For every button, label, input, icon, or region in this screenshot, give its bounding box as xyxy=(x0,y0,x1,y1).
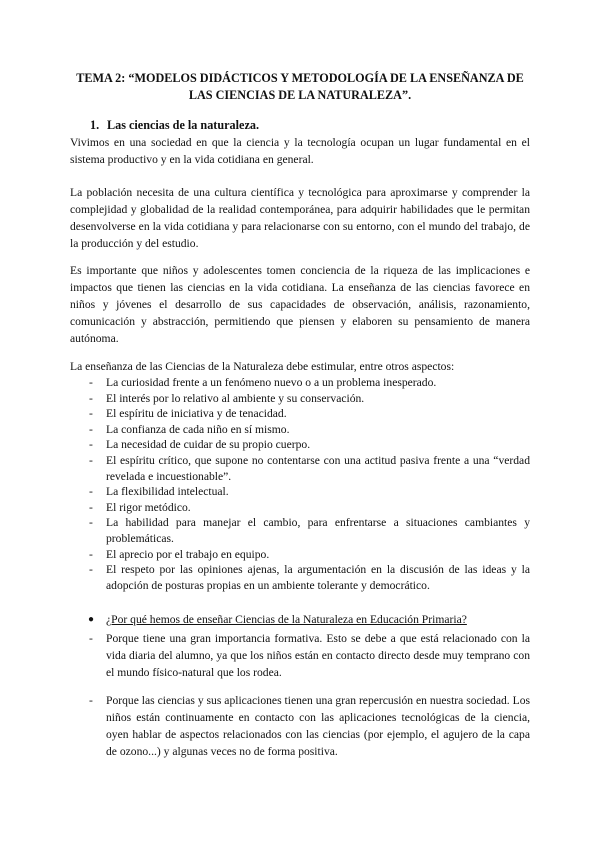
dash-marker: - xyxy=(89,563,93,577)
dash-marker: - xyxy=(89,632,93,645)
section-heading-text: Las ciencias de la naturaleza. xyxy=(107,118,259,132)
dash-marker: - xyxy=(89,694,93,707)
list-item xyxy=(70,500,530,516)
list-item-text: El espíritu de iniciativa y de tenacidad. xyxy=(106,407,287,421)
list-item-text: La habilidad para manejar el cambio, para enfrentarse a situaciones cambiantes y problemáticas. xyxy=(106,516,530,545)
reason-item xyxy=(70,630,530,681)
reason-text: Porque tiene una gran importancia formativa. Esto se debe a que está relacionado con la vida diaria del alumno, ya que los niños están en contacto directo desde muy temprano con el mundo físico-natural que los rodea. xyxy=(106,632,530,679)
dash-marker: - xyxy=(89,516,93,530)
reason-text: Porque las ciencias y sus aplicaciones tienen una gran repercusión en nuestra sociedad. Los niños están continuamente en contacto con las aplicaciones tecnológicas de la ciencia, oyen hablar de aspectos relacionados con las ciencias (por ejemplo, el agujero de la capa de ozono...) y algunas veces no de forma positiva. xyxy=(106,694,530,758)
dash-marker: - xyxy=(89,422,93,436)
dash-marker: - xyxy=(89,547,93,561)
bullet-icon: ● xyxy=(88,614,95,625)
list-item xyxy=(70,422,530,438)
aspects-list xyxy=(70,375,530,593)
list-item xyxy=(70,562,530,593)
list-item-text: La curiosidad frente a un fenómeno nuevo o a un problema inesperado. xyxy=(106,376,437,389)
list-item-text: El espíritu crítico, que supone no contentarse con una actitud pasiva frente a una “verdad revelada e incuestionable”. xyxy=(106,453,530,483)
list-item xyxy=(70,391,530,407)
list-item xyxy=(70,453,530,484)
list-item xyxy=(70,406,530,422)
list-item-text: El respeto por las opiniones ajenas, la argumentación en la discusión de las ideas y la adopción de posturas propias en un ambiente tolerante y democrático. xyxy=(106,563,530,592)
list-item-text: La confianza de cada niño en sí mismo. xyxy=(106,422,290,436)
section-number: 1. xyxy=(90,118,100,132)
list-item-text: El rigor metódico. xyxy=(106,500,191,514)
list-item xyxy=(70,515,530,546)
dash-marker: - xyxy=(89,438,93,452)
list-item xyxy=(70,547,530,563)
list-item-text: La necesidad de cuidar de su propio cuerpo. xyxy=(106,438,311,452)
dash-marker: - xyxy=(89,453,93,467)
dash-marker: - xyxy=(89,485,93,499)
dash-marker: - xyxy=(89,407,93,421)
list-item-text: La flexibilidad intelectual. xyxy=(106,485,229,499)
list-item xyxy=(70,375,530,391)
paragraph-1: Vivimos en una sociedad en que la ciencia y la tecnología ocupan un lugar fundamental en el sistema productivo y en la vida cotidiana en general. xyxy=(70,136,530,166)
paragraph-4: La enseñanza de las Ciencias de la Naturaleza debe estimular, entre otros aspectos: xyxy=(70,360,455,373)
paragraph-3: Es importante que niños y adolescentes tomen conciencia de la riqueza de las implicaciones e impactos que tienen las ciencias en la vida cotidiana. La enseñanza de las ciencias favorece en niños y jóvenes el desarrollo de sus capacidades de observación, análisis, razonamiento, comunicación y abstracción, permitiendo que piensen y elaboren su pensamiento de manera autónoma. xyxy=(70,264,530,345)
list-item-text: El aprecio por el trabajo en equipo. xyxy=(106,547,270,561)
dash-marker: - xyxy=(89,376,93,389)
list-item-text: El interés por lo relativo al ambiente y su conservación. xyxy=(106,391,365,405)
section-heading xyxy=(90,118,259,133)
paragraph-2: La población necesita de una cultura científica y tecnológica para aproximarse y comprender la complejidad y globalidad de la realidad contemporánea, para adquirir habilidades que le permitan desenvolverse en la vida cotidiana y para relacionarse con su entorno, con el mundo del trabajo, de la producción y del estudio. xyxy=(70,186,530,250)
question-text: ¿Por qué hemos de enseñar Ciencias de la Naturaleza en Educación Primaria? xyxy=(106,613,467,626)
dash-marker: - xyxy=(89,500,93,514)
list-item xyxy=(70,484,530,500)
dash-marker: - xyxy=(89,391,93,405)
list-item xyxy=(70,437,530,453)
question-bullet xyxy=(70,612,530,628)
reason-item xyxy=(70,692,530,760)
document-title: TEMA 2: “MODELOS DIDÁCTICOS Y METODOLOGÍA DE LA ENSEÑANZA DE LAS CIENCIAS DE LA NATURALEZA”. xyxy=(76,71,524,102)
